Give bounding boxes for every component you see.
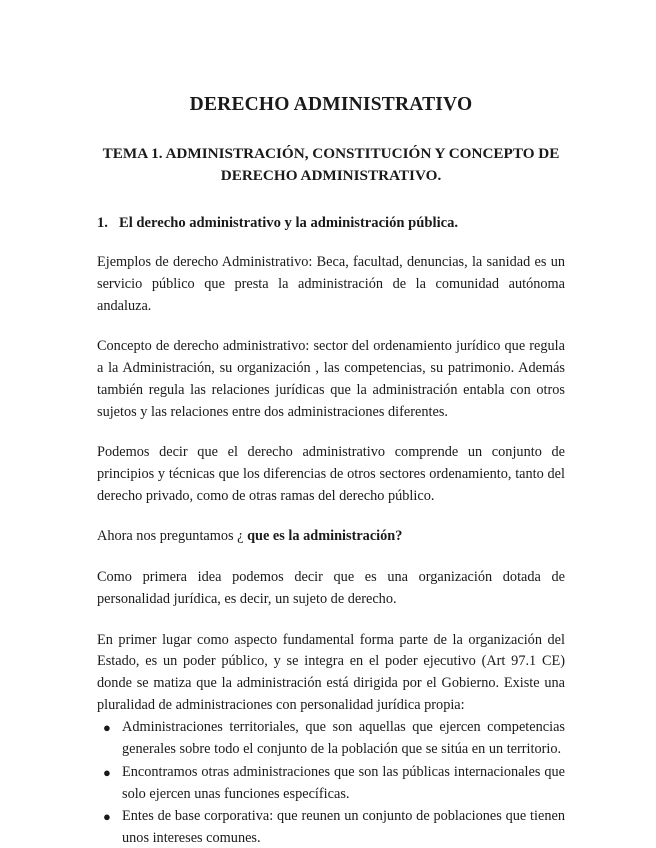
bullet-icon: ●	[103, 809, 111, 825]
list-item	[97, 762, 565, 805]
subtitle-line-2: DERECHO ADMINISTRATIVO.	[220, 166, 442, 184]
list-item	[97, 717, 565, 760]
page-title: DERECHO ADMINISTRATIVO	[189, 94, 473, 115]
paragraph-primera-idea: Como primera idea podemos decir que es una organización dotada de personalidad jurídica, es decir, un sujeto de derecho.	[97, 569, 565, 607]
document-body	[97, 0, 565, 848]
paragraph-primer-lugar: En primer lugar como aspecto fundamental forma parte de la organización del Estado, es un poder público, y se integra en el poder ejecutivo (Art 97.1 CE) donde se matiza que la administración está dirigida por el Gobierno. Existe una pluralidad de administraciones con personalidad jurídica propia:	[97, 631, 565, 713]
document-subtitle	[97, 117, 565, 186]
section-number: 1.	[97, 214, 108, 231]
list-item-text: Entes de base corporativa: que reunen un conjunto de poblaciones que tienen unos intereses comunes.	[122, 808, 565, 847]
bullet-icon: ●	[103, 720, 111, 736]
list-item-text: Administraciones territoriales, que son aquellas que ejercen competencias generales sobre todo el conjunto de la población que se sitúa en un territorio.	[122, 719, 565, 758]
list-item-text: Encontramos otras administraciones que son las públicas internacionales que solo ejercen unas funciones específicas.	[122, 763, 565, 802]
section-heading-1	[97, 187, 565, 234]
paragraph-podemos-decir: Podemos decir que el derecho administrativo comprende un conjunto de principios y técnicas que los diferencias de otros sectores ordenamiento, tanto del derecho privado, como de otras ramas del derecho público.	[97, 444, 565, 504]
subtitle-line-1: TEMA 1. ADMINISTRACIÓN, CONSTITUCIÓN Y CONCEPTO DE	[102, 145, 560, 163]
section-heading-text: El derecho administrativo y la administración pública.	[119, 214, 459, 231]
bullet-icon: ●	[103, 764, 111, 780]
paragraph-concepto: Concepto de derecho administrativo: sector del ordenamiento jurídico que regula a la Administración, su organización , las competencias, su patrimonio. Además también regula las relaciones jurídicas que la administración entabla con otros sujetos y las relaciones entre dos administraciones diferentes.	[97, 338, 565, 420]
paragraph-question	[97, 507, 565, 548]
administraciones-list	[97, 717, 565, 848]
paragraph-ejemplos: Ejemplos de derecho Administrativo: Beca, facultad, denuncias, la sanidad es un servicio público que presta la administración de la comunidad autónoma andaluza.	[97, 254, 565, 314]
list-item	[97, 806, 565, 848]
question-emphasis: que es la administración?	[247, 528, 403, 545]
question-lead: Ahora nos preguntamos ¿	[97, 528, 248, 545]
